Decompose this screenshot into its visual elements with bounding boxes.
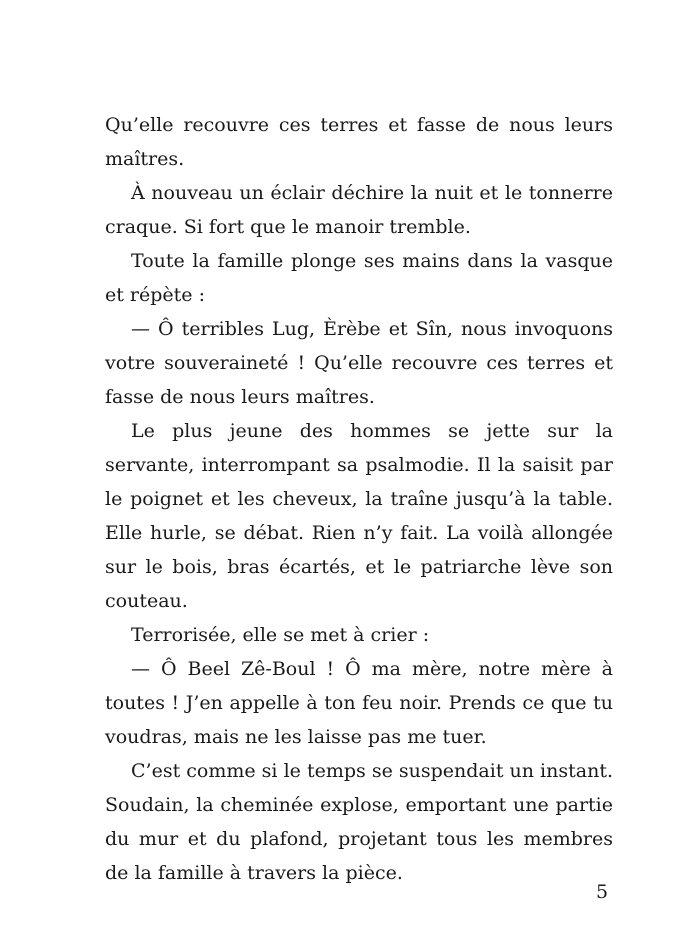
- paragraph: Le plus jeune des hommes se jette sur la servante, interrompant sa psalmodie. Il la saisit par le poignet et les cheveux, la traîne jusqu’à la table. Elle hurle, se débat. Rien n’y fait. La voilà allongée sur le bois, bras écartés, et le patriarche lève son couteau.: [105, 420, 613, 612]
- paragraph: — Ô terribles Lug, Èrèbe et Sîn, nous invoquons votre souveraineté ! Qu’elle recouvre ces terres et fasse de nous leurs maîtres.: [105, 318, 613, 408]
- paragraph: Terrorisée, elle se met à crier :: [131, 624, 430, 646]
- paragraph: Qu’elle recouvre ces terres et fasse de nous leurs maîtres.: [105, 114, 613, 170]
- page-number: 5: [596, 881, 609, 903]
- body-text: [105, 108, 613, 890]
- paragraph: — Ô Beel Zê-Boul ! Ô ma mère, notre mère à toutes ! J’en appelle à ton feu noir. Prends ce que tu voudras, mais ne les laisse pas me tuer.: [105, 658, 613, 748]
- paragraph: Toute la famille plonge ses mains dans la vasque et répète :: [105, 250, 613, 306]
- paragraph: À nouveau un éclair déchire la nuit et le tonnerre craque. Si fort que le manoir tremble.: [105, 182, 613, 238]
- paragraph: C’est comme si le temps se suspendait un instant. Soudain, la cheminée explose, emportant une partie du mur et du plafond, projetant tous les membres de la famille à travers la pièce.: [105, 760, 613, 884]
